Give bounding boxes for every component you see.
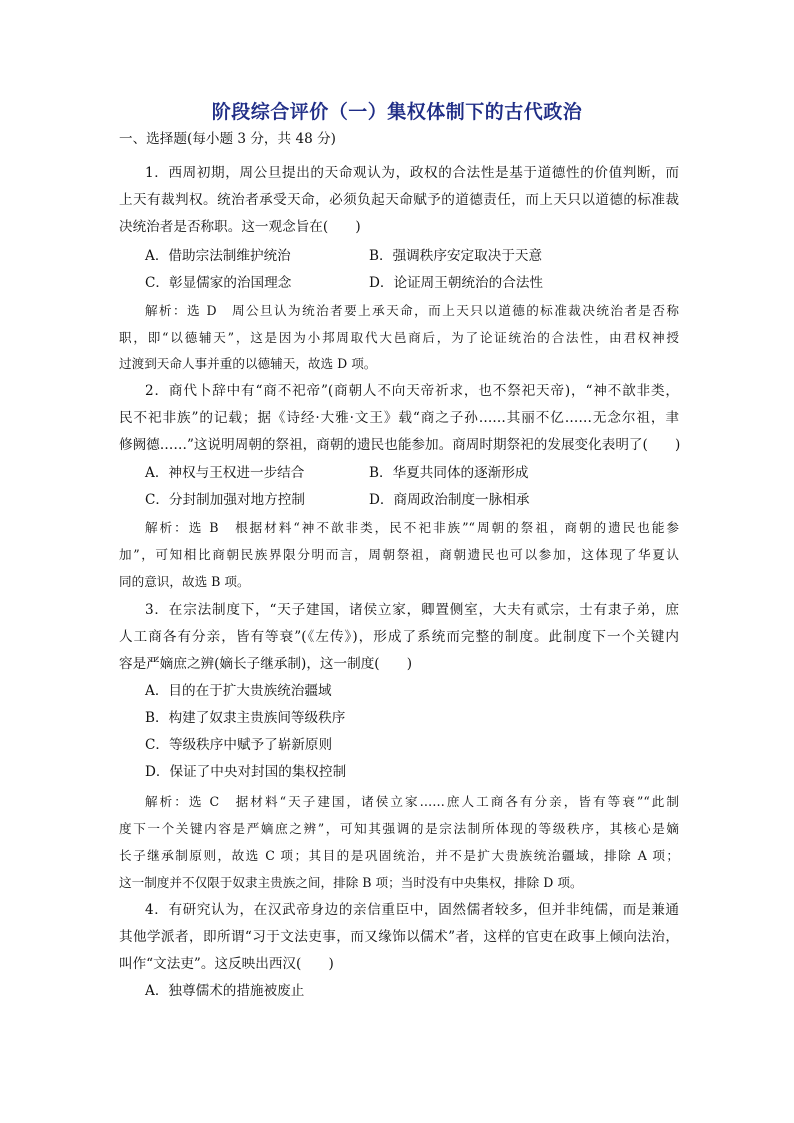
question-1-option-c: C．彰显儒家的治国理念 xyxy=(145,275,292,291)
question-1-option-a: A．借助宗法制维护统治 xyxy=(145,248,291,264)
question-1-line-1: 1．西周初期，周公旦提出的天命观认为，政权的合法性是基于道德性的价值判断，而 xyxy=(145,165,679,181)
question-3-line-3: 容是严嫡庶之辨(嫡长子继承制)，这一制度( ) xyxy=(119,656,413,672)
question-1-option-d: D．论证周王朝统治的合法性 xyxy=(369,275,544,291)
question-3-line-2: 人工商各有分亲，皆有等衰”(《左传》)，形成了系统而完整的制度。此制度下一个关键内 xyxy=(119,629,679,645)
question-2-option-c: C．分封制加强对地方控制 xyxy=(145,492,305,508)
question-2-line-2: 民不祀非族”的记载；据《诗经·大雅·文王》载“商之子孙……其丽不亿……无念尔祖，聿 xyxy=(119,410,679,426)
question-3-analysis-line-2: 度下一个关键内容是严嫡庶之辨”，可知其强调的是宗法制所体现的等级秩序，其核心是嫡 xyxy=(119,821,679,836)
section-heading: 一、选择题(每小题 3 分，共 48 分) xyxy=(119,131,336,147)
question-3-analysis-line-4: 这一制度并不仅限于奴隶主贵族之间，排除 B 项；当时没有中央集权，排除 D 项。 xyxy=(119,875,583,890)
question-2-option-b: B．华夏共同体的逐渐形成 xyxy=(369,465,529,481)
question-2-line-3: 修阙德……”这说明周朝的祭祖，商朝的遗民也能参加。商周时期祭祀的发展变化表明了( ) xyxy=(119,437,681,453)
question-4-line-1: 4．有研究认为，在汉武帝身边的亲信重臣中，固然儒者较多，但并非纯儒，而是兼通 xyxy=(145,902,679,918)
question-2-analysis-line-2: 加”，可知相比商朝民族界限分明而言，周朝祭祖，商朝遗民也可以参加，这体现了华夏认 xyxy=(119,547,679,562)
question-1-analysis-line-2: 职，即“以德辅天”，这是因为小邦周取代大邑商后，为了论证统治的合法性，由君权神授 xyxy=(119,330,679,345)
question-1-analysis-line-3: 过渡到天命人事并重的以德辅天，故选 D 项。 xyxy=(119,356,377,371)
question-4-line-2: 其他学派者，即所谓“习于文法吏事，而又缘饰以儒术”者，这样的官吏在政事上倾向法治， xyxy=(119,929,679,945)
question-3-analysis-line-1: 解析：选 C 据材料“天子建国，诸侯立家……庶人工商各有分亲，皆有等衰”“此制 xyxy=(145,794,679,809)
question-2-option-a: A．神权与王权进一步结合 xyxy=(145,465,305,481)
question-4-option-a: A．独尊儒术的措施被废止 xyxy=(145,983,305,999)
question-3-option-a: A．目的在于扩大贵族统治疆域 xyxy=(145,683,332,699)
question-2-analysis-line-1: 解析：选 B 根据材料“神不歆非类，民不祀非族”“周朝的祭祖，商朝的遗民也能参 xyxy=(145,520,679,535)
question-4-line-3: 叫作“文法吏”。这反映出西汉( ) xyxy=(119,956,334,972)
question-2-line-1: 2．商代卜辞中有“商不祀帝”(商朝人不向天帝祈求，也不祭祀天帝)，“神不歆非类， xyxy=(145,383,679,399)
question-2-option-d: D．商周政治制度一脉相承 xyxy=(369,492,530,508)
question-1-line-3: 决统治者是否称职。这一观念旨在( ) xyxy=(119,219,361,235)
question-1-option-b: B．强调秩序安定取决于天意 xyxy=(369,248,543,264)
question-3-option-c: C．等级秩序中赋予了崭新原则 xyxy=(145,737,333,753)
question-3-analysis-line-3: 长子继承制原则，故选 C 项；其目的是巩固统治，并不是扩大贵族统治疆域，排除 A 项； xyxy=(119,848,679,863)
question-3-line-1: 3．在宗法制度下，“天子建国，诸侯立家，卿置侧室，大夫有贰宗，士有隶子弟，庶 xyxy=(145,602,679,618)
question-1-line-2: 上天有裁判权。统治者承受天命，必须负起天命赋予的道德责任，而上天只以道德的标准裁 xyxy=(119,192,679,208)
question-2-analysis-line-3: 同的意识，故选 B 项。 xyxy=(119,574,250,589)
page-title: 阶段综合评价（一）集权体制下的古代政治 xyxy=(211,101,583,123)
question-1-analysis-line-1: 解析：选 D 周公旦认为统治者要上承天命，而上天只以道德的标准裁决统治者是否称 xyxy=(145,303,679,318)
question-3-option-d: D．保证了中央对封国的集权控制 xyxy=(145,764,347,780)
question-3-option-b: B．构建了奴隶主贵族间等级秩序 xyxy=(145,710,346,726)
